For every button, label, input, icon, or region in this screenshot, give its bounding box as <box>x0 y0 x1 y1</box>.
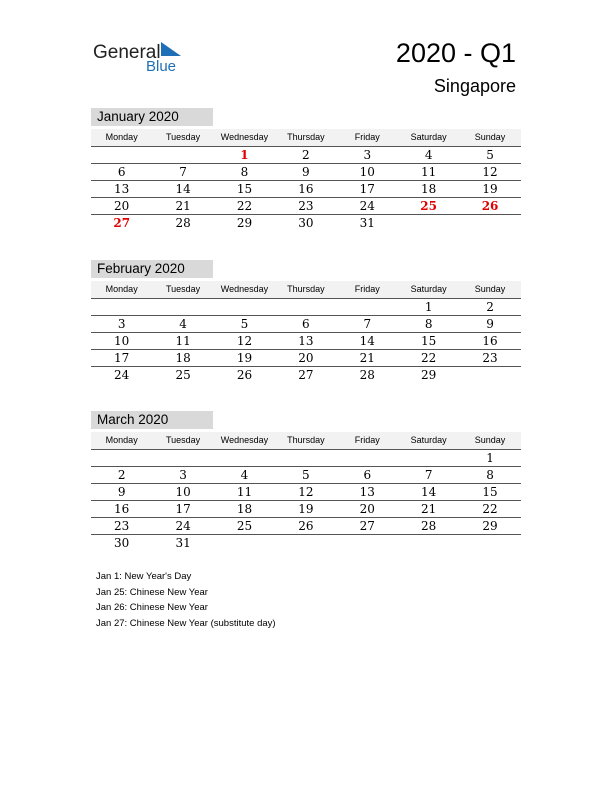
weekday-label: Monday <box>105 132 138 142</box>
day-cell: 7 <box>424 468 433 482</box>
week-row <box>91 467 521 484</box>
week-row <box>91 367 521 383</box>
day-cell <box>214 450 275 466</box>
day-cell: 9 <box>302 165 310 179</box>
weekday-label: Thursday <box>287 132 325 142</box>
day-cell: 4 <box>424 148 433 162</box>
day-cell: 29 <box>236 216 253 230</box>
day-cell: 9 <box>117 485 126 499</box>
day-cell: 7 <box>363 317 372 331</box>
week-row <box>91 450 521 467</box>
day-cell: 6 <box>302 317 310 331</box>
day-cell: 8 <box>240 165 249 179</box>
day-cell: 13 <box>359 485 375 499</box>
day-cell: 16 <box>114 502 130 516</box>
day-cell: 17 <box>175 502 191 516</box>
day-cell: 11 <box>236 485 253 499</box>
day-cell <box>459 367 520 383</box>
day-cell: 27 <box>359 519 375 533</box>
day-cell: 25 <box>175 368 191 382</box>
day-cell <box>337 535 398 551</box>
page-title: 2020 - Q1 <box>395 38 516 68</box>
weeks <box>91 147 521 231</box>
day-cell <box>152 450 213 466</box>
week-row <box>91 299 521 316</box>
day-cell: 23 <box>482 351 498 365</box>
day-cell: 5 <box>302 468 310 482</box>
day-cell: 11 <box>421 165 437 179</box>
weekday-label: Sunday <box>474 132 506 142</box>
day-cell: 15 <box>482 485 498 499</box>
day-cell: 3 <box>363 148 372 162</box>
day-cell <box>398 215 459 231</box>
day-cell: 24 <box>114 368 130 382</box>
day-cell: 22 <box>482 502 498 516</box>
day-cell <box>91 450 152 466</box>
logo-text-blue: Blue <box>146 58 177 75</box>
day-cell: 22 <box>236 199 253 213</box>
day-cell: 19 <box>482 182 498 196</box>
month-title: February 2020 <box>91 260 213 278</box>
day-cell: 25 <box>236 519 253 533</box>
day-cell: 17 <box>114 351 130 365</box>
weekday-header-row <box>91 129 521 147</box>
day-cell: 22 <box>421 351 437 365</box>
day-cell <box>275 450 336 466</box>
day-cell: 14 <box>421 485 437 499</box>
weekday-label: Monday <box>105 435 138 445</box>
week-row <box>91 316 521 333</box>
day-cell: 13 <box>298 334 314 348</box>
day-cell: 28 <box>421 519 437 533</box>
day-cell: 20 <box>298 351 314 365</box>
day-cell: 12 <box>236 334 253 348</box>
day-cell: 28 <box>175 216 191 230</box>
day-cell <box>214 535 275 551</box>
weekday-label: Monday <box>105 284 138 294</box>
day-cell: 20 <box>359 502 375 516</box>
day-cell: 28 <box>359 368 375 382</box>
holiday-day-cell: 25 <box>420 199 437 213</box>
day-cell: 2 <box>117 468 126 482</box>
day-cell: 10 <box>359 165 375 179</box>
weekday-label: Friday <box>354 435 380 445</box>
day-cell: 31 <box>359 216 375 230</box>
day-cell: 21 <box>175 199 191 213</box>
month-title: January 2020 <box>91 108 213 126</box>
day-cell <box>91 299 152 315</box>
week-row <box>91 484 521 501</box>
day-cell <box>91 147 152 163</box>
holiday-note: Jan 1: New Year's Day <box>96 571 192 582</box>
day-cell: 18 <box>421 182 437 196</box>
day-cell: 17 <box>359 182 375 196</box>
week-row <box>91 501 521 518</box>
logo <box>93 38 193 78</box>
day-cell: 15 <box>421 334 437 348</box>
logo-text-general: General <box>93 42 161 63</box>
day-cell: 6 <box>117 165 126 179</box>
day-cell: 14 <box>359 334 375 348</box>
weekday-label: Tuesday <box>165 284 201 294</box>
weekday-label: Sunday <box>474 284 506 294</box>
day-cell: 19 <box>298 502 314 516</box>
day-cell: 2 <box>486 300 494 314</box>
month-calendar-march <box>91 411 521 551</box>
weekday-label: Wednesday <box>220 284 269 294</box>
day-cell: 9 <box>486 317 494 331</box>
day-cell <box>152 147 213 163</box>
day-cell: 31 <box>175 536 191 550</box>
week-row <box>91 350 521 367</box>
holiday-note: Jan 25: Chinese New Year <box>96 586 208 598</box>
day-cell: 5 <box>486 148 494 162</box>
day-cell: 3 <box>117 317 126 331</box>
country-name: Singapore <box>433 76 516 96</box>
weekday-label: Saturday <box>410 435 447 445</box>
day-cell: 26 <box>236 368 253 382</box>
day-cell: 1 <box>424 300 433 314</box>
day-cell: 20 <box>114 199 130 213</box>
weekday-label: Sunday <box>474 435 506 445</box>
day-cell <box>459 535 520 551</box>
week-row <box>91 535 521 551</box>
weekday-header-row <box>91 281 521 299</box>
day-cell: 24 <box>175 519 191 533</box>
day-cell: 29 <box>421 368 437 382</box>
weekday-label: Tuesday <box>165 132 201 142</box>
week-row <box>91 333 521 350</box>
day-cell: 6 <box>363 468 372 482</box>
day-cell: 4 <box>240 468 249 482</box>
day-cell: 2 <box>302 148 310 162</box>
day-cell: 16 <box>482 334 498 348</box>
holiday-note: Jan 27: Chinese New Year (substitute day) <box>96 617 276 629</box>
day-cell: 7 <box>179 165 187 179</box>
day-cell: 23 <box>114 519 130 533</box>
week-row <box>91 198 521 215</box>
weekday-label: Thursday <box>287 435 325 445</box>
day-cell: 8 <box>486 468 494 482</box>
weekday-label: Wednesday <box>220 435 269 445</box>
day-cell: 11 <box>175 334 191 348</box>
day-cell: 5 <box>240 317 249 331</box>
holiday-day-cell: 27 <box>113 216 131 230</box>
day-cell: 15 <box>236 182 253 196</box>
day-cell: 30 <box>114 536 130 550</box>
day-cell: 12 <box>298 485 314 499</box>
week-row <box>91 147 521 164</box>
holiday-notes <box>96 569 276 631</box>
day-cell: 8 <box>424 317 433 331</box>
day-cell: 26 <box>298 519 314 533</box>
day-cell <box>337 299 398 315</box>
day-cell: 30 <box>298 216 314 230</box>
weekday-label: Saturday <box>410 284 447 294</box>
day-cell <box>459 215 520 231</box>
weekday-label: Saturday <box>410 132 447 142</box>
day-cell: 3 <box>179 468 187 482</box>
weekday-label: Thursday <box>287 284 325 294</box>
month-calendar-february <box>91 260 521 383</box>
day-cell <box>275 299 336 315</box>
holiday-day-cell: 26 <box>481 199 499 213</box>
week-row <box>91 518 521 535</box>
day-cell: 23 <box>298 199 314 213</box>
day-cell <box>214 299 275 315</box>
day-cell: 10 <box>114 334 130 348</box>
weeks <box>91 299 521 383</box>
day-cell: 4 <box>179 317 187 331</box>
day-cell: 29 <box>482 519 498 533</box>
day-cell: 27 <box>298 368 314 382</box>
day-cell: 14 <box>175 182 191 196</box>
weekday-label: Tuesday <box>165 435 201 445</box>
weekday-label: Wednesday <box>220 132 269 142</box>
weeks <box>91 450 521 551</box>
weekday-label: Friday <box>354 132 380 142</box>
week-row <box>91 215 521 231</box>
day-cell: 18 <box>236 502 253 516</box>
week-row <box>91 181 521 198</box>
day-cell <box>337 450 398 466</box>
day-cell: 1 <box>486 451 494 465</box>
holiday-note: Jan 26: Chinese New Year <box>96 602 208 613</box>
month-title: March 2020 <box>91 411 213 429</box>
day-cell <box>152 299 213 315</box>
day-cell: 24 <box>359 199 375 213</box>
day-cell: 10 <box>175 485 191 499</box>
week-row <box>91 164 521 181</box>
day-cell <box>275 535 336 551</box>
weekday-label: Friday <box>354 284 380 294</box>
day-cell <box>398 535 459 551</box>
day-cell: 12 <box>482 165 498 179</box>
day-cell <box>398 450 459 466</box>
weekday-header-row <box>91 432 521 450</box>
month-calendar-january <box>91 108 521 231</box>
day-cell: 19 <box>236 351 253 365</box>
holiday-day-cell: 1 <box>240 148 249 162</box>
day-cell: 16 <box>298 182 314 196</box>
day-cell: 13 <box>114 182 130 196</box>
day-cell: 21 <box>359 351 375 365</box>
day-cell: 21 <box>421 502 437 516</box>
day-cell: 18 <box>175 351 191 365</box>
